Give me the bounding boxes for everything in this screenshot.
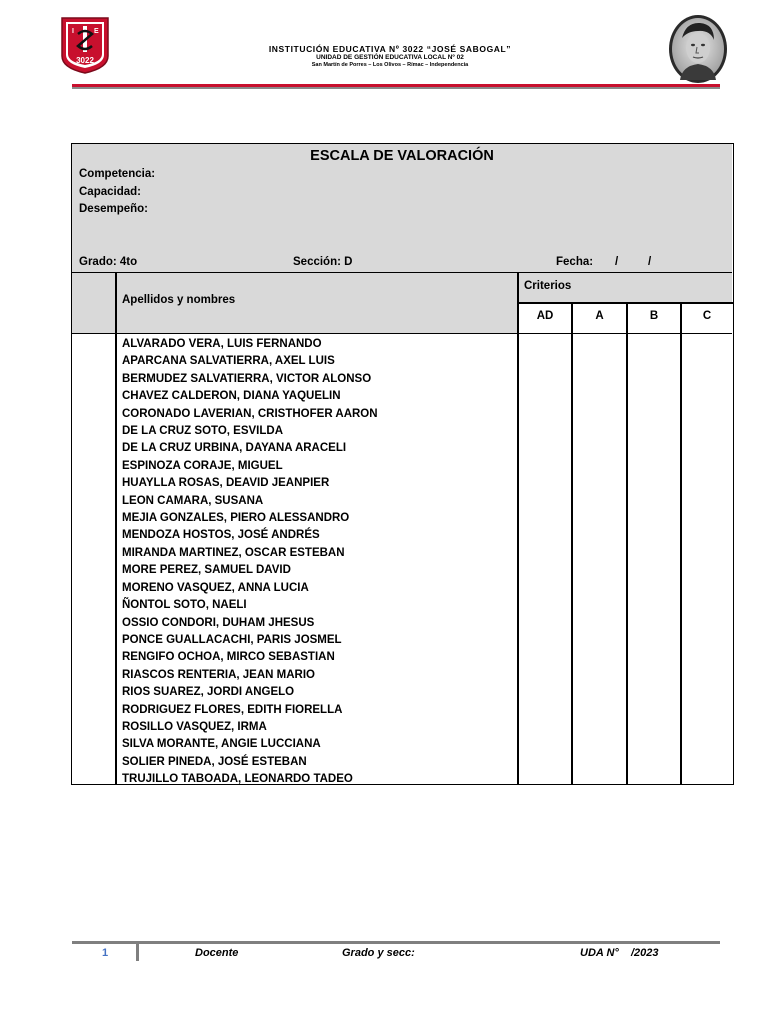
student-list — [122, 336, 378, 789]
student-row: DE LA CRUZ URBINA, DAYANA ARACELI — [122, 442, 347, 455]
grado-field: Grado: 4to — [79, 256, 138, 268]
student-row: RODRIGUEZ FLORES, EDITH FIORELLA — [122, 703, 343, 716]
footer-rule — [72, 941, 720, 944]
footer-year: /2023 — [631, 947, 659, 959]
competencia-label: Competencia: — [79, 168, 156, 180]
student-row: TRUJILLO TABOADA, LEONARDO TADEO — [122, 773, 353, 786]
student-row: MENDOZA HOSTOS, JOSÉ ANDRÉS — [122, 529, 320, 542]
student-row: MEJIA GONZALES, PIERO ALESSANDRO — [122, 512, 350, 525]
student-row: LEON CAMARA, SUSANA — [122, 494, 264, 507]
institution-header — [190, 45, 590, 69]
student-row: MORENO VASQUEZ, ANNA LUCIA — [122, 581, 309, 594]
capacidad-label: Capacidad: — [79, 186, 141, 198]
column-divider — [115, 273, 117, 784]
student-row: CORONADO LAVERIAN, CRISTHOFER AARON — [122, 407, 378, 420]
criteria-divider — [517, 302, 733, 304]
table-header-row — [72, 273, 732, 334]
student-row: ESPINOZA CORAJE, MIGUEL — [122, 459, 283, 472]
student-row: HUAYLLA ROSAS, DEAVID JEANPIER — [122, 477, 330, 490]
footer-grado-secc: Grado y secc: — [342, 947, 415, 959]
svg-text:E: E — [94, 28, 99, 35]
student-row: SILVA MORANTE, ANGIE LUCCIANA — [122, 738, 321, 751]
svg-text:3022: 3022 — [76, 56, 94, 65]
student-row: PONCE GUALLACACHI, PARIS JOSMEL — [122, 633, 342, 646]
criteria-c: C — [702, 310, 712, 322]
page-number: 1 — [102, 947, 109, 959]
districts-line: San Martín de Porres – Los Olivos – Rímac – Independencia — [311, 61, 469, 68]
student-row: BERMUDEZ SALVATIERRA, VICTOR ALONSO — [122, 372, 372, 385]
student-row: ALVARADO VERA, LUIS FERNANDO — [122, 338, 322, 350]
desempeno-label: Desempeño: — [79, 203, 149, 215]
names-column-header: Apellidos y nombres — [122, 294, 236, 306]
column-divider — [680, 303, 682, 784]
student-row: ÑONTOL SOTO, NAELI — [122, 599, 247, 612]
rating-scale-form — [71, 143, 734, 785]
student-row: ROSILLO VASQUEZ, IRMA — [122, 720, 267, 733]
column-divider — [517, 273, 519, 784]
student-row: RIASCOS RENTERIA, JEAN MARIO — [122, 668, 315, 681]
school-shield-logo — [60, 16, 110, 74]
fecha-slash: / — [648, 256, 652, 268]
student-row: MIRANDA MARTINEZ, OSCAR ESTEBAN — [122, 546, 345, 559]
footer-separator — [136, 944, 139, 961]
criteria-b: B — [649, 310, 659, 322]
criteria-a: A — [595, 310, 604, 322]
column-divider — [571, 303, 573, 784]
student-row: CHAVEZ CALDERON, DIANA YAQUELIN — [122, 390, 341, 403]
student-row: MORE PEREZ, SAMUEL DAVID — [122, 564, 291, 577]
student-row: RIOS SUAREZ, JORDI ANGELO — [122, 686, 295, 699]
column-divider — [626, 303, 628, 784]
student-row: SOLIER PINEDA, JOSÉ ESTEBAN — [122, 755, 307, 768]
ugel-line: UNIDAD DE GESTIÓN EDUCATIVA LOCAL Nº 02 — [316, 53, 464, 61]
criteria-ad: AD — [536, 310, 554, 322]
student-row: DE LA CRUZ SOTO, ESVILDA — [122, 425, 284, 438]
svg-text:I: I — [72, 28, 74, 35]
student-row: RENGIFO OCHOA, MIRCO SEBASTIAN — [122, 651, 335, 664]
institution-name: INSTITUCIÓN EDUCATIVA Nº 3022 “JOSÉ SABOGAL” — [268, 44, 512, 54]
footer-uda: UDA N° — [580, 947, 619, 959]
student-row: OSSIO CONDORI, DUHAM JHESUS — [122, 616, 315, 629]
fecha-label: Fecha: — [556, 256, 594, 268]
portrait-image — [668, 14, 728, 84]
criteria-header: Criterios — [524, 280, 572, 292]
student-row: APARCANA SALVATIERRA, AXEL LUIS — [122, 355, 335, 368]
header-rule-gray — [72, 87, 720, 89]
footer-docente: Docente — [195, 947, 239, 959]
form-title: ESCALA DE VALORACIÓN — [310, 148, 494, 164]
form-info-block — [72, 144, 732, 273]
seccion-field: Sección: D — [293, 256, 353, 268]
fecha-slash: / — [615, 256, 619, 268]
